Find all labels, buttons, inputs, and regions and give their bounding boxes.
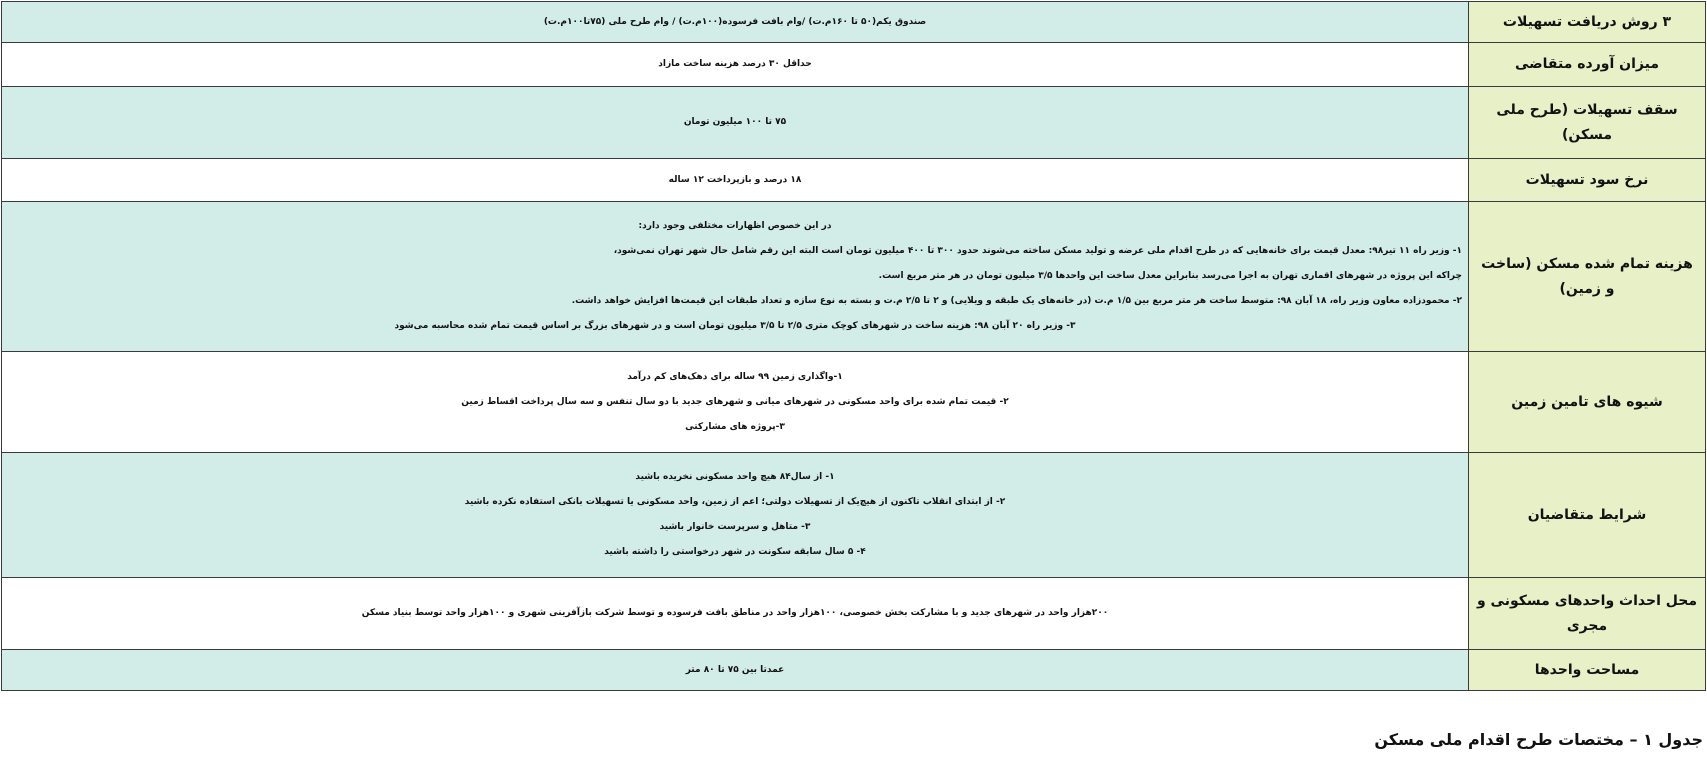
row-value xyxy=(2,87,1469,159)
value-line: ۱- از سال۸۴ هیچ واحد مسکونی نخریده باشید xyxy=(635,472,835,482)
row-value xyxy=(2,453,1469,578)
value-line: چراکه این پروژه در شهرهای اقماری تهران به اجرا می‌رسد بنابراین معدل ساخت این واحدها ۳/۵ میلیون تومان در هر متر مربع است. xyxy=(878,271,1462,281)
value-line: ۲- قیمت تمام شده برای واحد مسکونی در شهرهای میانی و شهرهای جدید با دو سال تنفس و سه سال پرداخت اقساط زمین xyxy=(461,396,1009,407)
row-label-text: مساحت واحدها xyxy=(1534,661,1640,678)
row-label-text: شرایط متقاضیان xyxy=(1527,506,1647,523)
row-label-text: شیوه های تامین زمین xyxy=(1511,393,1663,410)
value-line: ۴- ۵ سال سابقه سکونت در شهر درخواستی را داشته باشید xyxy=(604,547,866,557)
value-line: ۱-واگذاری زمین ۹۹ ساله برای دهک‌های کم درآمد xyxy=(627,371,843,382)
row-label xyxy=(1469,159,1706,202)
value-line: ۲- محمودزاده معاون وزیر راه، ۱۸ آبان ۹۸: متوسط ساخت هر متر مربع بین ۱/۵ م.ت (در خانه‌های یک طبقه و ویلایی) و ۲ تا ۲/۵ م.ت و بسته به نوع سازه و تعداد طبقات این قیمت‌ها افزایش خواهد داشت. xyxy=(571,296,1462,306)
row-label xyxy=(1469,578,1706,650)
value-line: ۲- از ابتدای انقلاب تاکنون از هیچ‌یک از تسهیلات دولتی؛ اعم از زمین، واحد مسکونی یا تسهیلات بانکی استفاده نکرده باشید xyxy=(464,497,1006,507)
row-label xyxy=(1469,352,1706,453)
row-label-text: محل احداث واحدهای مسکونی و مجری xyxy=(1476,592,1698,634)
row-value xyxy=(2,578,1469,650)
row-label xyxy=(1469,2,1706,43)
row-value xyxy=(2,650,1469,691)
row-label-text: سقف تسهیلات (طرح ملی مسکن) xyxy=(1496,101,1678,143)
row-label xyxy=(1469,43,1706,87)
table-row xyxy=(2,453,1706,578)
value-line: ۳-پروژه های مشارکتی xyxy=(685,421,785,432)
row-label xyxy=(1469,453,1706,578)
value-line: عمدتا بین ۷۵ تا ۸۰ متر xyxy=(685,664,785,675)
row-label-text: ۳ روش دریافت تسهیلات xyxy=(1502,13,1672,30)
table-row xyxy=(2,578,1706,650)
row-value xyxy=(2,159,1469,202)
table-row xyxy=(2,2,1706,43)
value-line: ۷۵ تا ۱۰۰ میلیون تومان xyxy=(683,117,787,127)
table-row xyxy=(2,87,1706,159)
table-row xyxy=(2,43,1706,87)
value-line: ۳- وزیر راه ۲۰ آبان ۹۸: هزینه ساخت در شهرهای کوچک متری ۲/۵ تا ۳/۵ میلیون تومان است و در شهرهای بزرگ بر اساس قیمت تمام شده محاسبه می‌شود xyxy=(394,321,1076,331)
value-line: در این خصوص اظهارات مختلفی وجود دارد: xyxy=(638,221,832,231)
value-line: ۱۸ درصد و بازپرداخت ۱۲ ساله xyxy=(668,174,802,185)
row-label xyxy=(1469,650,1706,691)
table-caption: جدول ۱ – مختصات طرح اقدام ملی مسکن xyxy=(1374,730,1703,749)
value-line: ۱- وزیر راه ۱۱ تیر۹۸: معدل قیمت برای خانه‌هایی که در طرح اقدام ملی عرضه و تولید مسکن ساخته می‌شوند حدود ۳۰۰ تا ۴۰۰ میلیون تومان است البته این رقم شامل حال شهر تهران نمی‌شود، xyxy=(613,246,1462,256)
value-line: ۲۰۰هزار واحد در شهرهای جدید و با مشارکت بخش خصوصی، ۱۰۰هزار واحد در مناطق بافت فرسوده و توسط شرکت بازآفرینی شهری و ۱۰۰هزار واحد توسط بنیاد مسکن xyxy=(361,608,1109,618)
row-value xyxy=(2,43,1469,87)
spec-table xyxy=(1,1,1706,691)
row-label-text: نرخ سود تسهیلات xyxy=(1525,171,1649,188)
table-row xyxy=(2,352,1706,453)
row-value xyxy=(2,202,1469,352)
row-label-text: میزان آورده متقاضی xyxy=(1514,56,1659,72)
row-label-text: هزینه تمام شده مسکن (ساخت و زمین) xyxy=(1481,255,1693,297)
value-line: صندوق یکم(۵۰ تا ۱۶۰م.ت) /وام بافت فرسوده(۱۰۰م.ت) / وام طرح ملی (۷۵تا۱۰۰م.ت) xyxy=(543,16,927,27)
value-line: حداقل ۳۰ درصد هزینه ساخت مازاد xyxy=(658,59,812,69)
value-line: ۳- متاهل و سرپرست خانوار باشید xyxy=(659,522,811,532)
table-row xyxy=(2,159,1706,202)
table-row xyxy=(2,202,1706,352)
table-row xyxy=(2,650,1706,691)
row-label xyxy=(1469,202,1706,352)
row-value xyxy=(2,2,1469,43)
row-label xyxy=(1469,87,1706,159)
row-value xyxy=(2,352,1469,453)
